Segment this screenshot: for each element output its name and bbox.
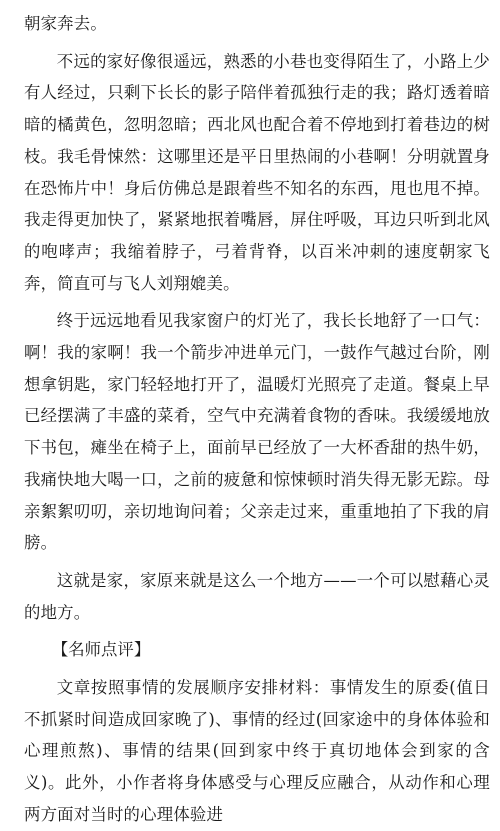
review-paragraph: 文章按照事情的发展顺序安排材料：事情发生的原委(值日不抓紧时间造成回家晚了)、事情的经过(回家途中的身体体验和心理煎熬)、事情的结果(回到家中终于真切地体会到家的含义)。此外，小作者将身体感受与心理反应融合，从动作和心理两方面对当时的心理体验进: [24, 678, 490, 824]
paragraph-continuation: 朝家奔去。: [24, 14, 107, 33]
paragraph-journey: 不远的家好像很遥远，熟悉的小巷也变得陌生了，小路上少有人经过，只剩下长长的影子陪伴着孤独行走的我；路灯透着暗暗的橘黄色，忽明忽暗；西北风也配合着不停地到打着巷边的树枝。我毛骨悚然：这哪里还是平日里热闹的小巷啊！分明就置身在恐怖片中！身后仿佛总是跟着些不知名的东西，甩也甩不掉。我走得更加快了，紧紧地抿着嘴唇，屏住呼吸，耳边只听到北风的咆哮声；我缩着脖子，弓着背脊，以百米冲刺的速度朝家飞奔，简直可与飞人刘翔媲美。: [24, 51, 490, 293]
paragraph-conclusion: 这就是家，家原来就是这么一个地方——一个可以慰藉心灵的地方。: [24, 570, 490, 622]
paragraph-arrival: 终于远远地看见我家窗户的灯光了，我长长地舒了一口气：啊！我的家啊！我一个箭步冲进单元门，一鼓作气越过台阶，刚想拿钥匙，家门轻轻地打开了，温暖灯光照亮了走道。餐桌上早已经摆满了丰盛的菜肴，空气中充满着食物的香味。我缓缓地放下书包，瘫坐在椅子上，面前早已经放了一大杯香甜的热牛奶，我痛快地大喝一口，之前的疲惫和惊悚顿时消失得无影无踪。母亲絮絮叨叨，亲切地询问着；父亲走过来，重重地拍了下我的肩膀。: [24, 311, 490, 553]
review-heading: 【名师点评】: [51, 640, 151, 660]
